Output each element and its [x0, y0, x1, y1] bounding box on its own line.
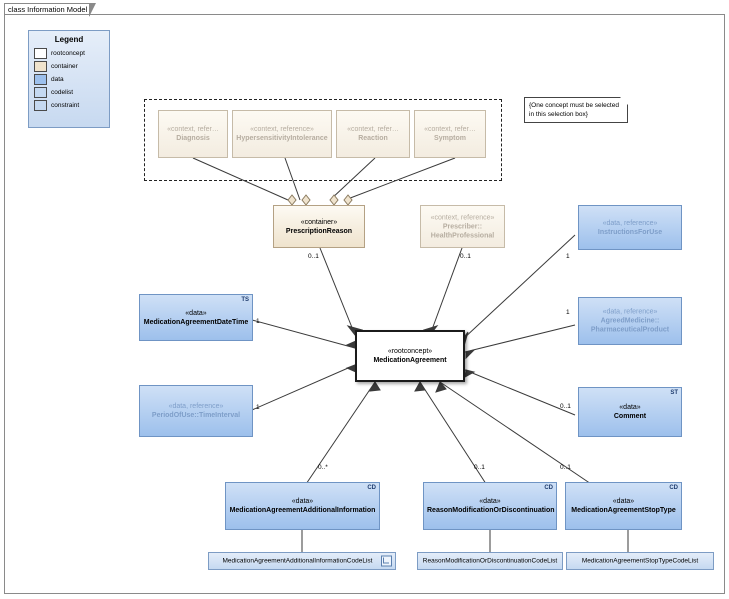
node-comment-type: ST — [670, 390, 678, 396]
node-symptom-stereotype: «context, refer… — [424, 126, 476, 133]
legend-label-constraint: constraint — [51, 102, 80, 109]
diagram-frame-tab: class Information Model — [4, 3, 90, 16]
codelist-stop-type-name: MedicationAgreementStopTypeCodeList — [581, 557, 699, 565]
node-prescription-reason-name: PrescriptionReason — [285, 227, 353, 235]
node-period-of-use[interactable] — [139, 385, 253, 437]
node-pharmaceutical-product-stereotype: «data, reference» — [602, 308, 658, 316]
legend-label-rootconcept: rootconcept — [51, 50, 85, 57]
node-stop-type-stereotype: «data» — [612, 498, 635, 505]
node-symptom[interactable] — [414, 110, 486, 158]
legend-item-constraint — [29, 99, 109, 112]
node-comment[interactable] — [578, 387, 682, 437]
node-medication-agreement-datetime-type: TS — [241, 297, 249, 303]
codelist-medication-agreement-additional-information[interactable] — [208, 552, 396, 570]
node-reaction-stereotype: «context, refer… — [347, 126, 399, 133]
node-reason-modification-or-discontinuation[interactable] — [423, 482, 557, 530]
codelist-reason-modification-name: ReasonModificationOrDiscontinuationCodeList — [422, 557, 558, 565]
multiplicity-reason-modification: 0..1 — [474, 464, 485, 471]
legend-item-data — [29, 73, 109, 86]
legend-item-rootconcept — [29, 47, 109, 60]
node-period-of-use-name: PeriodOfUse::TimeInterval — [151, 412, 241, 419]
legend-swatch-container — [34, 61, 47, 72]
node-symptom-name: Symptom — [434, 135, 466, 142]
multiplicity-stop-type: 0..1 — [560, 464, 571, 471]
legend-item-codelist — [29, 86, 109, 99]
node-comment-stereotype: «data» — [619, 404, 641, 411]
node-stop-type-type: CD — [669, 485, 678, 491]
node-period-of-use-stereotype: «data, reference» — [168, 403, 224, 410]
node-medication-agreement[interactable] — [355, 330, 465, 382]
node-diagnosis-name: Diagnosis — [176, 135, 210, 142]
codelist-reason-modification-or-discontinuation[interactable] — [417, 552, 563, 570]
node-reason-modification-stereotype: «data» — [479, 498, 501, 505]
codelist-icon — [381, 556, 392, 567]
multiplicity-additional-information: 0..* — [318, 464, 328, 471]
node-diagnosis[interactable] — [158, 110, 228, 158]
node-prescription-reason[interactable] — [273, 205, 365, 248]
node-stop-type-name: MedicationAgreementStopType — [571, 507, 676, 514]
node-comment-name: Comment — [613, 413, 647, 420]
node-additional-information-name: MedicationAgreementAdditionalInformation — [229, 507, 376, 514]
node-medication-agreement-datetime-stereotype: «data» — [185, 309, 207, 317]
node-prescriber[interactable] — [420, 205, 505, 248]
legend-swatch-codelist — [34, 87, 47, 98]
legend — [28, 30, 110, 128]
constraint-note: {One concept must be selected in this selection box} — [524, 97, 628, 123]
multiplicity-pharmaceutical-product: 1 — [566, 309, 570, 316]
node-reason-modification-name: ReasonModificationOrDiscontinuation — [427, 507, 555, 514]
node-diagnosis-stereotype: «context, refer… — [167, 126, 219, 133]
legend-label-codelist: codelist — [51, 89, 74, 96]
node-medication-agreement-additional-information[interactable] — [225, 482, 380, 530]
codelist-additional-information-name: MedicationAgreementAdditionalInformationCodeList — [222, 557, 373, 565]
codelist-medication-agreement-stop-type[interactable] — [566, 552, 714, 570]
node-medication-agreement-datetime-name: MedicationAgreementDateTime — [143, 318, 249, 326]
node-pharmaceutical-product[interactable] — [578, 297, 682, 345]
node-pharmaceutical-product-name: AgreedMedicine:: PharmaceuticalProduct — [590, 317, 670, 334]
node-prescriber-stereotype: «context, reference» — [430, 214, 495, 221]
node-hypersensitivity-intolerance[interactable] — [232, 110, 332, 158]
legend-swatch-constraint — [34, 100, 47, 111]
node-medication-agreement-datetime[interactable] — [139, 294, 253, 341]
node-instructions-for-use-name: InstructionsForUse — [597, 228, 663, 236]
node-additional-information-stereotype: «data» — [291, 498, 314, 505]
multiplicity-period-of-use: 1 — [256, 404, 260, 411]
multiplicity-medication-agreement-datetime: 1 — [256, 318, 260, 325]
node-prescription-reason-stereotype: «container» — [300, 218, 338, 226]
legend-swatch-rootconcept — [34, 48, 47, 59]
node-reaction[interactable] — [336, 110, 410, 158]
multiplicity-prescriber: 0..1 — [460, 253, 471, 260]
legend-label-data: data — [51, 76, 64, 83]
multiplicity-instructions-for-use: 1 — [566, 253, 570, 260]
node-medication-agreement-stop-type[interactable] — [565, 482, 682, 530]
node-hypersensitivity-stereotype: «context, reference» — [250, 126, 314, 133]
legend-swatch-data — [34, 74, 47, 85]
node-hypersensitivity-name: HypersensitivityIntolerance — [236, 135, 328, 142]
node-reason-modification-type: CD — [544, 485, 553, 491]
node-instructions-for-use[interactable] — [578, 205, 682, 250]
node-instructions-for-use-stereotype: «data, reference» — [602, 219, 658, 227]
legend-label-container: container — [51, 63, 78, 70]
multiplicity-prescription-reason: 0..1 — [308, 253, 319, 260]
node-medication-agreement-stereotype: «rootconcept» — [387, 348, 433, 355]
legend-item-container — [29, 60, 109, 73]
node-reaction-name: Reaction — [358, 135, 388, 142]
legend-title: Legend — [54, 35, 84, 44]
node-prescriber-name: Prescriber:: HealthProfessional — [430, 223, 495, 239]
multiplicity-comment: 0..1 — [560, 403, 571, 410]
node-medication-agreement-name: MedicationAgreement — [373, 357, 447, 364]
node-additional-information-type: CD — [367, 485, 376, 491]
